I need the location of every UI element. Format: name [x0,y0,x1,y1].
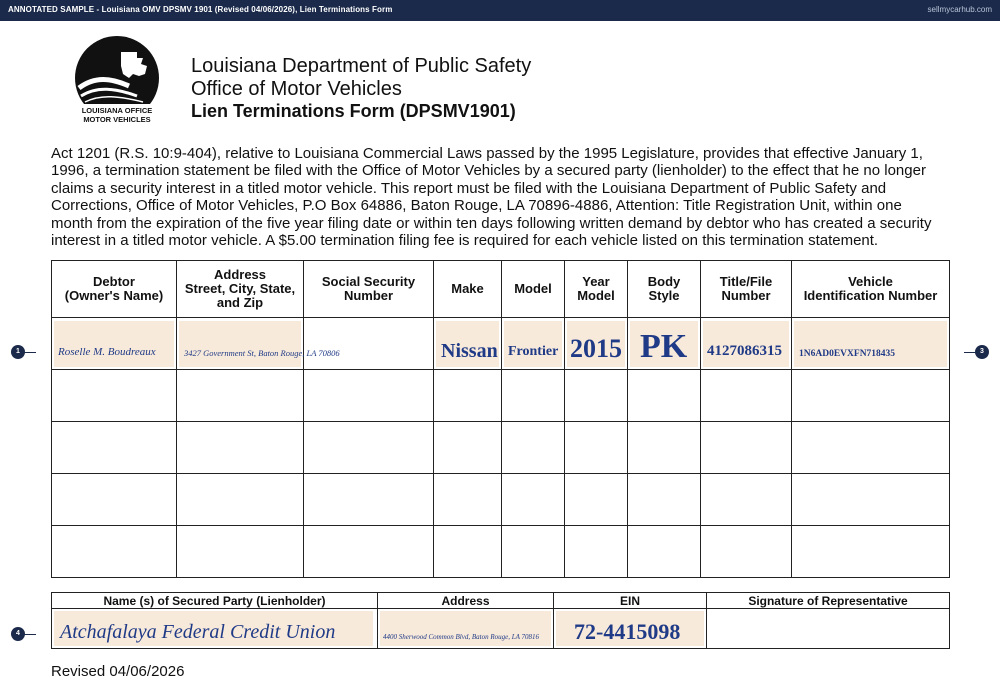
empty-cell[interactable] [502,526,565,578]
annotation-marker-3: 3 [975,345,989,359]
make-cell[interactable] [434,318,502,370]
header-body: Body Style [628,261,701,318]
empty-cell[interactable] [792,422,950,474]
empty-cell[interactable] [434,422,502,474]
empty-cell[interactable] [565,370,628,422]
annotation-banner [0,0,1000,21]
vehicle-row-1 [52,318,950,370]
title-value: 4127086315 [707,343,782,359]
office-title: Office of Motor Vehicles [191,78,402,100]
empty-cell[interactable] [502,474,565,526]
empty-cell[interactable] [628,370,701,422]
lienholder-table-header [52,593,950,609]
empty-cell[interactable] [701,474,792,526]
vehicle-row-3 [52,422,950,474]
empty-cell[interactable] [792,474,950,526]
empty-cell[interactable] [434,474,502,526]
ein-cell[interactable] [554,609,707,649]
empty-cell[interactable] [565,526,628,578]
empty-cell[interactable] [52,526,177,578]
header-make: Make [434,261,502,318]
marker-4-line [24,634,36,635]
empty-cell[interactable] [177,370,304,422]
empty-cell[interactable] [628,422,701,474]
address-value: 3427 Government St, Baton Rouge, LA 70806 [184,348,340,358]
empty-cell[interactable] [792,526,950,578]
secured-party-cell[interactable] [52,609,378,649]
department-title: Louisiana Department of Public Safety [191,55,532,77]
header-title: Title/File Number [701,261,792,318]
address-cell[interactable] [177,318,340,370]
ein-value: 72-4415098 [574,619,681,644]
empty-cell[interactable] [52,474,177,526]
empty-cell[interactable] [502,422,565,474]
louisiana-omv-logo [71,36,163,128]
empty-cell[interactable] [628,474,701,526]
model-value: Frontier [508,344,559,359]
empty-cell[interactable] [701,370,792,422]
header-model: Model [502,261,565,318]
annotation-marker-1: 1 [11,345,25,359]
logo-text-line1: LOUISIANA OFFICE [81,106,153,115]
header-address: Address Street, City, State, and Zip [177,261,304,318]
empty-cell[interactable] [565,474,628,526]
header-ein: EIN [554,593,707,609]
empty-cell[interactable] [304,370,434,422]
year-value: 2015 [570,334,622,363]
lien-address-value: 4400 Sherwood Common Blvd, Baton Rouge, LA 70816 [383,633,540,641]
signature-cell[interactable] [707,609,950,649]
empty-cell[interactable] [177,474,304,526]
lienholder-row [52,609,950,649]
debtor-value: Roselle M. Boudreaux [58,346,156,358]
intro-paragraph: Act 1201 (R.S. 10:9-404), relative to Louisiana Commercial Laws passed by the 1995 Legislature, provides that effective January 1, 1996, a termination statement be filed with the Office of Motor Vehicles by a secured party (lienholder) to the effect that he no longer claims a security interest in a titled motor vehicle. This report must be filed with the Louisiana Department of Public Safety and Corrections, Office of Motor Vehicles, P.O Box 64886, Baton Rouge, LA 70896-4886, Attention: Title Registration Unit, within one month from the expiration of the five year filing date or within ten days following written demand by debtor who has created a security interest in a titled motor vehicle. A $5.00 termination filing fee is required for each vehicle listed on this termination statement. [51,145,932,250]
empty-cell[interactable] [434,526,502,578]
marker-1-line [24,352,36,353]
ssn-cell[interactable] [304,318,434,370]
vehicle-table [51,260,950,578]
header-signature: Signature of Representative [707,593,950,609]
revised-date: Revised 04/06/2026 [51,663,185,680]
empty-cell[interactable] [304,422,434,474]
vehicle-table-header [52,261,950,318]
vehicle-row-2 [52,370,950,422]
empty-cell[interactable] [628,526,701,578]
empty-cell[interactable] [701,526,792,578]
header-lien-address: Address [378,593,554,609]
year-cell[interactable] [565,318,628,370]
empty-cell[interactable] [304,474,434,526]
empty-cell[interactable] [502,370,565,422]
annotation-marker-4: 4 [11,627,25,641]
empty-cell[interactable] [792,370,950,422]
empty-cell[interactable] [177,526,304,578]
title-cell[interactable] [701,318,792,370]
model-cell[interactable] [502,318,565,370]
debtor-cell[interactable] [52,318,177,370]
vehicle-row-4 [52,474,950,526]
empty-cell[interactable] [52,370,177,422]
empty-cell[interactable] [304,526,434,578]
header-debtor: Debtor (Owner's Name) [52,261,177,318]
vin-cell[interactable] [792,318,950,370]
banner-title: ANNOTATED SAMPLE - Louisiana OMV DPSMV 1901 (Revised 04/06/2026), Lien Terminations Form [8,5,393,14]
header-secured-party: Name (s) of Secured Party (Lienholder) [52,593,378,609]
header-year: Year Model [565,261,628,318]
banner-site: sellmycarhub.com [927,5,992,14]
header-ssn: Social Security Number [304,261,434,318]
body-cell[interactable] [628,318,701,370]
lienholder-table [51,592,950,649]
make-value: Nissan [441,340,498,362]
empty-cell[interactable] [52,422,177,474]
body-value: PK [640,328,688,365]
empty-cell[interactable] [701,422,792,474]
vehicle-row-5 [52,526,950,578]
empty-cell[interactable] [177,422,304,474]
header-vin: Vehicle Identification Number [792,261,950,318]
secured-party-value: Atchafalaya Federal Credit Union [60,621,336,643]
empty-cell[interactable] [565,422,628,474]
form-title: Lien Terminations Form (DPSMV1901) [191,101,516,121]
logo-text-line2: MOTOR VEHICLES [83,115,151,124]
lien-address-cell[interactable] [378,609,554,649]
vin-value: 1N6AD0EVXFN718435 [799,349,896,359]
empty-cell[interactable] [434,370,502,422]
